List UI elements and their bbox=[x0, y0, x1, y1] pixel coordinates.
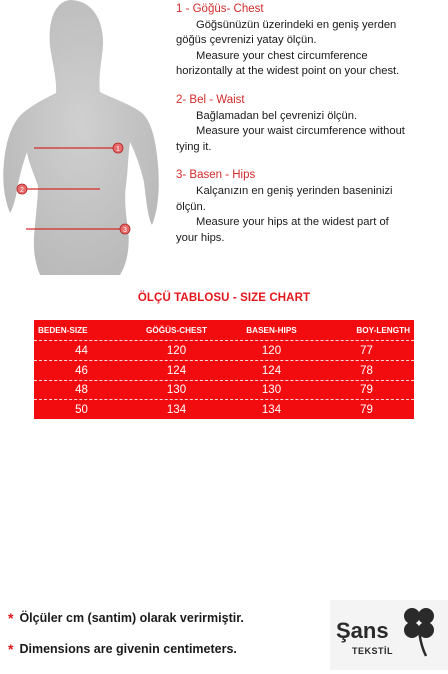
cell-chest: 124 bbox=[166, 364, 187, 377]
cell-chest: 130 bbox=[166, 384, 187, 397]
cell-chest: 120 bbox=[166, 344, 187, 357]
table-header-row bbox=[34, 320, 414, 341]
cell-size: 48 bbox=[75, 384, 88, 397]
sans-tekstil-logo bbox=[330, 600, 448, 670]
step-line: your hips. bbox=[176, 231, 225, 244]
note-units-en bbox=[8, 641, 244, 657]
step-line: Measure your waist circumference without bbox=[196, 125, 405, 138]
asterisk-icon: * bbox=[8, 610, 14, 626]
step-line: horizontally at the widest point on your chest. bbox=[176, 65, 400, 78]
cell-length: 79 bbox=[360, 404, 373, 417]
header-size: BEDEN-SIZE bbox=[38, 326, 88, 335]
size-table bbox=[34, 320, 414, 419]
cell-hips: 124 bbox=[261, 364, 282, 377]
step-line: göğüs çevrenizi yatay ölçün. bbox=[176, 34, 317, 47]
cell-hips: 134 bbox=[261, 404, 282, 417]
step-line: tying it. bbox=[176, 140, 212, 153]
logo-name: Şans bbox=[336, 618, 389, 643]
step-hips bbox=[176, 168, 446, 246]
cell-length: 79 bbox=[360, 384, 373, 397]
step-waist bbox=[176, 93, 446, 155]
body-silhouette-figure bbox=[0, 0, 170, 275]
cell-chest: 134 bbox=[166, 404, 187, 417]
step-line: Measure your hips at the widest part of bbox=[196, 216, 389, 229]
step-title: 1 - Göğüs- Chest bbox=[176, 3, 264, 15]
marker-1 bbox=[113, 143, 123, 153]
step-chest bbox=[176, 2, 446, 80]
step-title: 3- Basen - Hips bbox=[176, 169, 256, 182]
notes bbox=[8, 610, 244, 672]
svg-text:2: 2 bbox=[20, 187, 24, 194]
step-line: Measure your chest circumference bbox=[196, 49, 368, 62]
marker-3 bbox=[120, 224, 130, 234]
size-chart-title: ÖLÇÜ TABLOSU - SIZE CHART bbox=[137, 292, 311, 304]
table-row bbox=[34, 341, 414, 361]
table-row bbox=[34, 400, 414, 420]
svg-text:1: 1 bbox=[116, 146, 120, 153]
silhouette-shape bbox=[3, 0, 159, 275]
header-hips: BASEN-HIPS bbox=[246, 326, 297, 335]
step-line: Kalçanızın en geniş yerinden baseninizi bbox=[196, 184, 393, 197]
note-text: Ölçüler cm (santim) olarak verirmiştir. bbox=[19, 611, 244, 625]
logo-sub: TEKSTİL bbox=[352, 646, 393, 656]
step-title: 2- Bel - Waist bbox=[176, 93, 245, 106]
header-length: BOY-LENGTH bbox=[356, 326, 410, 335]
cell-length: 77 bbox=[360, 344, 373, 357]
table-row bbox=[34, 361, 414, 381]
step-line: Göğsünüzün üzerindeki en geniş yerden bbox=[196, 18, 397, 31]
measurement-instructions bbox=[176, 2, 446, 259]
note-units-tr bbox=[8, 610, 244, 626]
step-line: Bağlamadan bel çevrenizi ölçün. bbox=[196, 109, 358, 122]
step-line: ölçün. bbox=[176, 200, 206, 213]
header-chest: GÖĞÜS-CHEST bbox=[146, 326, 207, 335]
cell-size: 44 bbox=[75, 344, 88, 357]
marker-2 bbox=[17, 184, 27, 194]
table-row bbox=[34, 381, 414, 401]
svg-text:3: 3 bbox=[123, 227, 127, 234]
note-text: Dimensions are givenin centimeters. bbox=[19, 642, 237, 656]
cell-size: 50 bbox=[75, 404, 88, 417]
cell-length: 78 bbox=[360, 364, 373, 377]
cell-hips: 120 bbox=[261, 344, 282, 357]
cell-size: 46 bbox=[75, 364, 88, 377]
asterisk-icon: * bbox=[8, 641, 14, 657]
cell-hips: 130 bbox=[261, 384, 282, 397]
